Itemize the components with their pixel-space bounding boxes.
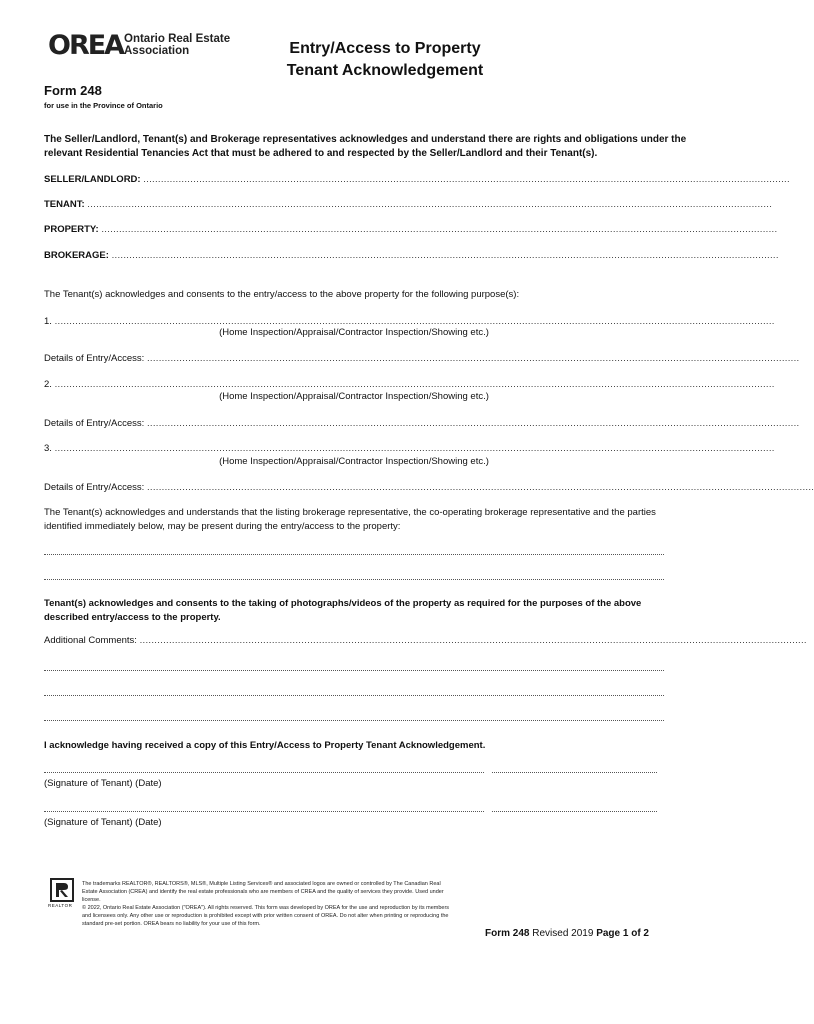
fill-line: ......................................................................................................................................................................................................................................... xyxy=(87,199,773,210)
tenant-label: TENANT: xyxy=(44,199,85,210)
signature-label-1: (Signature of Tenant) (Date) xyxy=(44,778,162,789)
signature-label-2: (Signature of Tenant) (Date) xyxy=(44,817,162,828)
tenant-signature-line-1[interactable] xyxy=(44,772,484,773)
fill-line: ..................................................................................................................................................................................................................................................... xyxy=(54,316,775,327)
brokerage-presence-paragraph: The Tenant(s) acknowledges and understands that the listing brokerage representative, the co-operating brokerage representative and the parties identified immediately below, may be present during the entry/access to the property: xyxy=(44,507,656,532)
tenant-field[interactable] xyxy=(44,198,773,212)
fill-line: ................................................................................................................................................................................................................................... xyxy=(139,635,807,646)
logo-line-2: Association xyxy=(124,45,190,57)
additional-comments-field[interactable] xyxy=(44,634,807,648)
purpose-3-details-label: Details of Entry/Access: xyxy=(44,482,145,493)
fill-line: ...................................................................................................................................................................................................................................... xyxy=(101,224,778,235)
footer-legal-text xyxy=(46,880,450,928)
logo-line-1: Ontario Real Estate xyxy=(124,33,231,45)
form-title-line-2: Tenant Acknowledgement xyxy=(286,62,484,79)
photo-consent-paragraph: Tenant(s) acknowledges and consents to the taking of photographs/videos of the property as required for the purposes of the above described entry/access to the property. xyxy=(44,598,642,623)
brokerage-label: BROKERAGE: xyxy=(44,250,109,261)
purpose-1-details-field[interactable] xyxy=(44,352,800,366)
fill-line: ............................................................................................................................................................................................................................ xyxy=(143,174,790,185)
fill-line: .............................................................................................................................................................................................................................. xyxy=(146,353,800,364)
logo-mark: OREA xyxy=(48,30,124,61)
purpose-1-note: (Home Inspection/Appraisal/Contractor Inspection/Showing etc.) xyxy=(219,327,489,338)
seller-landlord-label: SELLER/LANDLORD: xyxy=(44,174,141,185)
additional-comments-label: Additional Comments: xyxy=(44,635,137,646)
fill-line: ................................................................................................................................................................................................................................... xyxy=(146,482,814,493)
realtor-caption: REALTOR xyxy=(48,903,73,908)
fill-line: ................................................................................................................................................................................................................................... xyxy=(111,250,779,261)
present-parties-line-2[interactable] xyxy=(44,579,664,580)
comments-line-3[interactable] xyxy=(44,720,664,721)
purpose-2-details-label: Details of Entry/Access: xyxy=(44,418,145,429)
present-parties-line-1[interactable] xyxy=(44,554,664,555)
purpose-3-field[interactable] xyxy=(44,442,775,456)
purpose-3-note: (Home Inspection/Appraisal/Contractor Inspection/Showing etc.) xyxy=(219,456,489,467)
footer-page-number: Page 1 of 2 xyxy=(596,928,649,939)
purpose-intro: The Tenant(s) acknowledges and consents to the entry/access to the above property for the following purpose(s): xyxy=(44,289,520,300)
intro-paragraph: The Seller/Landlord, Tenant(s) and Brokerage representatives acknowledges and understand there are rights and obligations under the relevant Residential Tenancies Act that must be adhered to and respected by the Seller/Landlord and their Tenant(s). xyxy=(44,134,687,159)
brokerage-field[interactable] xyxy=(44,249,779,263)
trademark-notice: The trademarks REALTOR®, REALTORS®, MLS®, Multiple Listing Services® and associated logos are owned or controlled by The Canadian Real Estate Association (CREA) and identify the real estate professionals who are members of CREA and the quality of services they provide. Used under license. xyxy=(82,881,444,903)
comments-line-1[interactable] xyxy=(44,670,664,671)
purpose-3-number: 3. xyxy=(44,443,52,454)
footer-form-label: Form 248 xyxy=(485,928,530,939)
fill-line: ..................................................................................................................................................................................................................................................... xyxy=(54,379,775,390)
form-number: Form 248 xyxy=(44,83,102,98)
purpose-2-field[interactable] xyxy=(44,378,775,392)
seller-landlord-field[interactable] xyxy=(44,173,790,187)
tenant-signature-line-2[interactable] xyxy=(44,811,484,812)
comments-line-2[interactable] xyxy=(44,695,664,696)
purpose-2-note: (Home Inspection/Appraisal/Contractor Inspection/Showing etc.) xyxy=(219,391,489,402)
form-title-line-1: Entry/Access to Property xyxy=(289,40,481,57)
copyright-notice: © 2022, Ontario Real Estate Association ("OREA"). All rights reserved. This form was developed by OREA for the use and reproduction by its members and licensees only. Any other use or reproduction is prohibited except with prior written consent of OREA. Do not alter when printing or reproducing the standard pre-set portion. OREA bears no liability for your use of this form. xyxy=(82,905,450,927)
purpose-2-number: 2. xyxy=(44,379,52,390)
fill-line: ..................................................................................................................................................................................................................................................... xyxy=(54,443,775,454)
property-label: PROPERTY: xyxy=(44,224,99,235)
page-footer xyxy=(485,928,649,939)
footer-revised: Revised 2019 xyxy=(532,928,594,939)
purpose-3-details-field[interactable] xyxy=(44,481,814,495)
form-subtitle: for use in the Province of Ontario xyxy=(44,101,163,110)
acknowledgement-statement: I acknowledge having received a copy of this Entry/Access to Property Tenant Acknowledgement. xyxy=(44,740,486,751)
purpose-2-details-field[interactable] xyxy=(44,417,800,431)
purpose-1-number: 1. xyxy=(44,316,52,327)
property-field[interactable] xyxy=(44,223,778,237)
purpose-1-details-label: Details of Entry/Access: xyxy=(44,353,145,364)
tenant-date-line-1[interactable] xyxy=(492,772,657,773)
tenant-date-line-2[interactable] xyxy=(492,811,657,812)
fill-line: .............................................................................................................................................................................................................................. xyxy=(146,418,800,429)
